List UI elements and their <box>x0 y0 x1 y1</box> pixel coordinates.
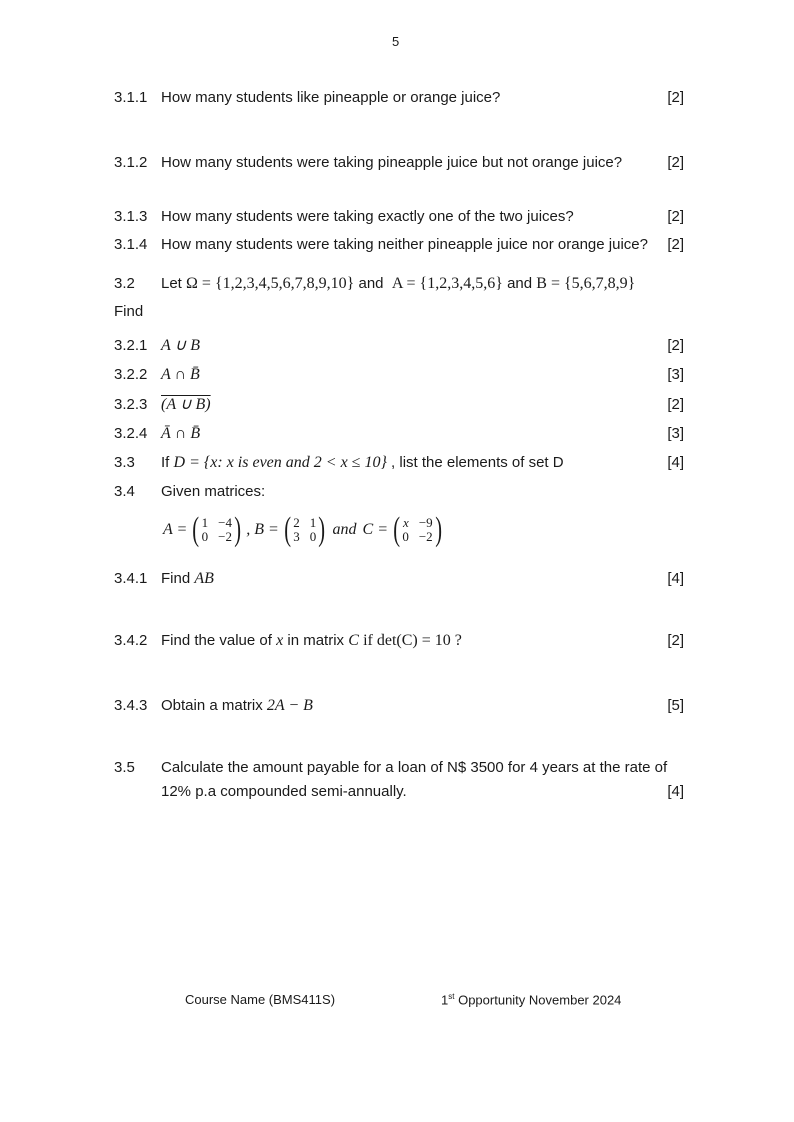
question-3-1-3 <box>114 207 684 227</box>
matrix-cell: 0 <box>402 529 409 544</box>
matrix-cell: 2 <box>293 515 300 530</box>
matrix-cell: 0 <box>201 529 209 544</box>
marks: [4] <box>667 454 684 471</box>
marks: [5] <box>667 697 684 714</box>
marks: [2] <box>667 154 684 171</box>
question-3-1-1 <box>114 88 684 108</box>
question-3-4 <box>114 482 684 502</box>
opportunity-text: Opportunity November 2024 <box>458 992 622 1008</box>
question-3-2-4 <box>114 424 684 444</box>
question-number: 3.4.2 <box>114 632 148 649</box>
question-prefix: Obtain a matrix <box>161 697 263 714</box>
matrix-c: ( x −9 0 −2 ) <box>393 511 442 548</box>
question-text: How many students were taking pineapple juice but not orange juice? <box>161 154 623 171</box>
question-prefix: Find the value of <box>161 632 272 649</box>
set-expression: Ā ∩ B̄ <box>161 425 201 442</box>
question-3-1-4 <box>114 235 684 255</box>
marks: [2] <box>667 337 684 354</box>
matrix-b-label: , B = <box>246 521 279 538</box>
set-expression: A ∩ B̄ <box>161 366 200 383</box>
opportunity-number: 1 <box>441 992 449 1008</box>
question-number: 3.3 <box>114 454 135 471</box>
set-expression: A ∪ B <box>161 337 200 354</box>
marks: [2] <box>667 396 684 413</box>
question-number: 3.5 <box>114 759 135 776</box>
if-label: If <box>161 454 170 471</box>
question-suffix: in matrix <box>287 632 345 649</box>
question-3-4-1 <box>114 569 684 589</box>
marks: [3] <box>667 366 684 383</box>
question-number: 3.1.3 <box>114 208 148 225</box>
question-3-2-1 <box>114 336 684 356</box>
page-number: 5 <box>392 34 400 49</box>
question-text: How many students like pineapple or orange juice? <box>161 89 501 106</box>
question-text: How many students were taking exactly one of the two juices? <box>161 208 574 225</box>
set-d-definition: D = {x: x is even and 2 < x ≤ 10} <box>173 454 387 471</box>
and-label: and <box>507 275 533 292</box>
find-label-row <box>114 302 684 322</box>
question-number: 3.2.2 <box>114 366 148 383</box>
marks: [4] <box>667 570 684 587</box>
matrix-cell: −4 <box>218 515 232 530</box>
question-number: 3.1.2 <box>114 154 148 171</box>
question-text: Given matrices: <box>161 483 266 500</box>
math-expression: x <box>276 632 284 649</box>
and-label: and <box>332 521 357 538</box>
question-text: How many students were taking neither pineapple juice nor orange juice? <box>161 236 648 253</box>
question-suffix: , list the elements of set D <box>391 454 564 471</box>
marks: [3] <box>667 425 684 442</box>
footer-opportunity <box>441 992 621 1007</box>
question-3-2-3 <box>114 395 684 415</box>
set-b: B = {5,6,7,8,9} <box>536 275 636 292</box>
opportunity-suffix: st <box>448 992 455 1001</box>
matrix-cell: −9 <box>418 515 433 530</box>
footer-course-name: Course Name (BMS411S) <box>185 992 336 1007</box>
question-number: 3.2.4 <box>114 425 148 442</box>
math-expression: C <box>348 632 359 649</box>
marks: [2] <box>667 89 684 106</box>
question-3-5-cont <box>114 782 684 802</box>
matrix-cell: x <box>403 515 409 530</box>
question-number: 3.1.4 <box>114 236 148 253</box>
question-number: 3.2 <box>114 275 135 292</box>
question-suffix: if det(C) = 10 ? <box>363 632 462 649</box>
question-text <box>161 696 313 716</box>
find-label: Find <box>114 303 144 320</box>
universal-set: Ω = {1,2,3,4,5,6,7,8,9,10} <box>186 275 355 292</box>
matrix-cell: 1 <box>309 515 317 530</box>
question-text <box>161 453 564 473</box>
matrix-c-label: C = <box>362 521 388 538</box>
question-text <box>161 274 635 294</box>
matrix-cell: 0 <box>309 529 317 544</box>
question-text-line1: Calculate the amount payable for a loan of N$ 3500 for 4 years at the rate of <box>161 759 668 776</box>
marks: [2] <box>667 208 684 225</box>
math-expression: 2A − B <box>266 697 313 714</box>
set-a: A = {1,2,3,4,5,6} <box>391 275 503 292</box>
matrix-cell: −2 <box>418 529 433 544</box>
question-prefix: Find <box>161 570 191 587</box>
question-3-5 <box>114 758 684 778</box>
question-3-3 <box>114 453 684 473</box>
marks: [2] <box>667 632 684 649</box>
matrix-cell: 3 <box>293 529 300 544</box>
question-3-2-2 <box>114 365 684 385</box>
matrix-a: ( 1 −4 0 −2 ) <box>192 511 242 548</box>
matrix-a-label: A = <box>163 521 188 538</box>
question-3-2 <box>114 274 684 294</box>
question-3-1-2 <box>114 153 684 173</box>
question-text-line2: 12% p.a compounded semi-annually. <box>161 783 407 800</box>
question-number: 3.2.3 <box>114 396 148 413</box>
matrix-cell: 1 <box>201 515 209 530</box>
question-number: 3.4.1 <box>114 570 148 587</box>
matrix-b: ( 2 1 3 0 ) <box>284 511 326 548</box>
question-text <box>161 569 214 589</box>
set-expression: (A ∪ B) <box>161 396 211 413</box>
question-3-4-3 <box>114 696 684 716</box>
question-3-4-2 <box>114 631 684 651</box>
question-text <box>161 631 462 651</box>
question-number: 3.1.1 <box>114 89 148 106</box>
matrix-cell: −2 <box>218 529 232 544</box>
let-label: Let <box>161 275 182 292</box>
marks: [2] <box>667 236 684 253</box>
math-expression: AB <box>194 570 214 587</box>
question-number: 3.2.1 <box>114 337 148 354</box>
question-number: 3.4 <box>114 483 135 500</box>
question-number: 3.4.3 <box>114 697 148 714</box>
matrix-definitions <box>163 512 447 548</box>
marks: [4] <box>667 783 684 800</box>
and-label: and <box>358 275 384 292</box>
